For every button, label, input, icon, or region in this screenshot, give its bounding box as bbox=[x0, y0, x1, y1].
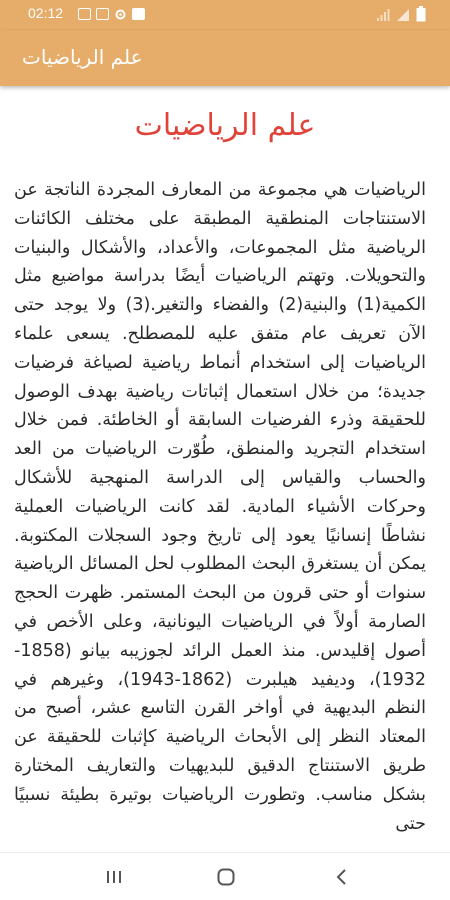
notification-box-icon bbox=[132, 8, 145, 20]
system-nav-bar bbox=[0, 852, 450, 900]
article-scroll-area[interactable] bbox=[0, 86, 450, 852]
back-button[interactable] bbox=[312, 853, 372, 900]
status-bar bbox=[0, 0, 450, 30]
wifi-signal-icon bbox=[376, 8, 390, 22]
recents-icon bbox=[104, 869, 124, 885]
article-heading: علم الرياضيات bbox=[134, 108, 316, 143]
status-notification-icons bbox=[78, 8, 145, 21]
article-body: الرياضيات هي مجموعة من المعارف المجردة الناتجة عن الاستنتاجات المنطقية المطبقة على مختلف الكائنات الرياضية مثل المجموعات، والأعداد، والأشكال والبنيات والتحويلات. وتهتم الرياضيات أيضًا بدراسة مواضيع مثل الكمية(1) والبنية(2) والفضاء والتغير.(3) ولا يوجد حتى الآن تعريف عام متفق عليه للمصطلح. يسعى علماء الرياضيات إلى استخدام أنماط رياضية لصياغة فرضيات جديدة؛ من خلال استعمال إثباتات رياضية بهدف الوصول للحقيقة وذرء الفرضيات السابقة أو الخاطئة. فمن خلال استخدام التجريد والمنطق، طُوّرت الرياضيات من العد والحساب والقياس إلى الدراسة المنهجية للأشكال وحركات الأشياء المادية. لقد كانت الرياضيات العملية نشاطًا إنسانيًا يعود إلى تاريخ وجود السجلات المكتوبة. يمكن أن يستغرق البحث المطلوب لحل المسائل الرياضية سنوات أو حتى قرون من البحث المستمر. ظهرت الحجج الصارمة أولاً في الرياضيات اليونانية، وعلى الأخص في أصول إقليدس. منذ العمل الرائد لجوزيبه بيانو (1858-1932)، وديفيد هيلبرت (1862-1943)، وغيرهم في النظم البديهية في أواخر القرن التاسع عشر، أصبح من المعتاد النظر إلى الأبحاث الرياضية كإثبات للحقيقة عن طريق الاستنتاج الدقيق للبديهيات والتعاريف المختارة بشكل مناسب. وتطورت الرياضيات بوتيرة بطيئة نسبيًا حتى bbox=[14, 180, 427, 834]
app-title: علم الرياضيات bbox=[22, 45, 143, 69]
gallery-icon bbox=[78, 8, 91, 20]
status-system-icons bbox=[376, 6, 426, 22]
battery-icon bbox=[416, 6, 426, 22]
back-chevron-icon bbox=[334, 867, 350, 887]
home-icon bbox=[216, 867, 236, 887]
image-icon bbox=[96, 8, 109, 20]
settings-gear-icon bbox=[114, 8, 127, 21]
cell-signal-icon bbox=[396, 8, 410, 22]
app-bar bbox=[0, 30, 450, 86]
status-time: 02:12 bbox=[28, 5, 64, 21]
home-button[interactable] bbox=[196, 853, 256, 900]
recents-button[interactable] bbox=[84, 853, 144, 900]
